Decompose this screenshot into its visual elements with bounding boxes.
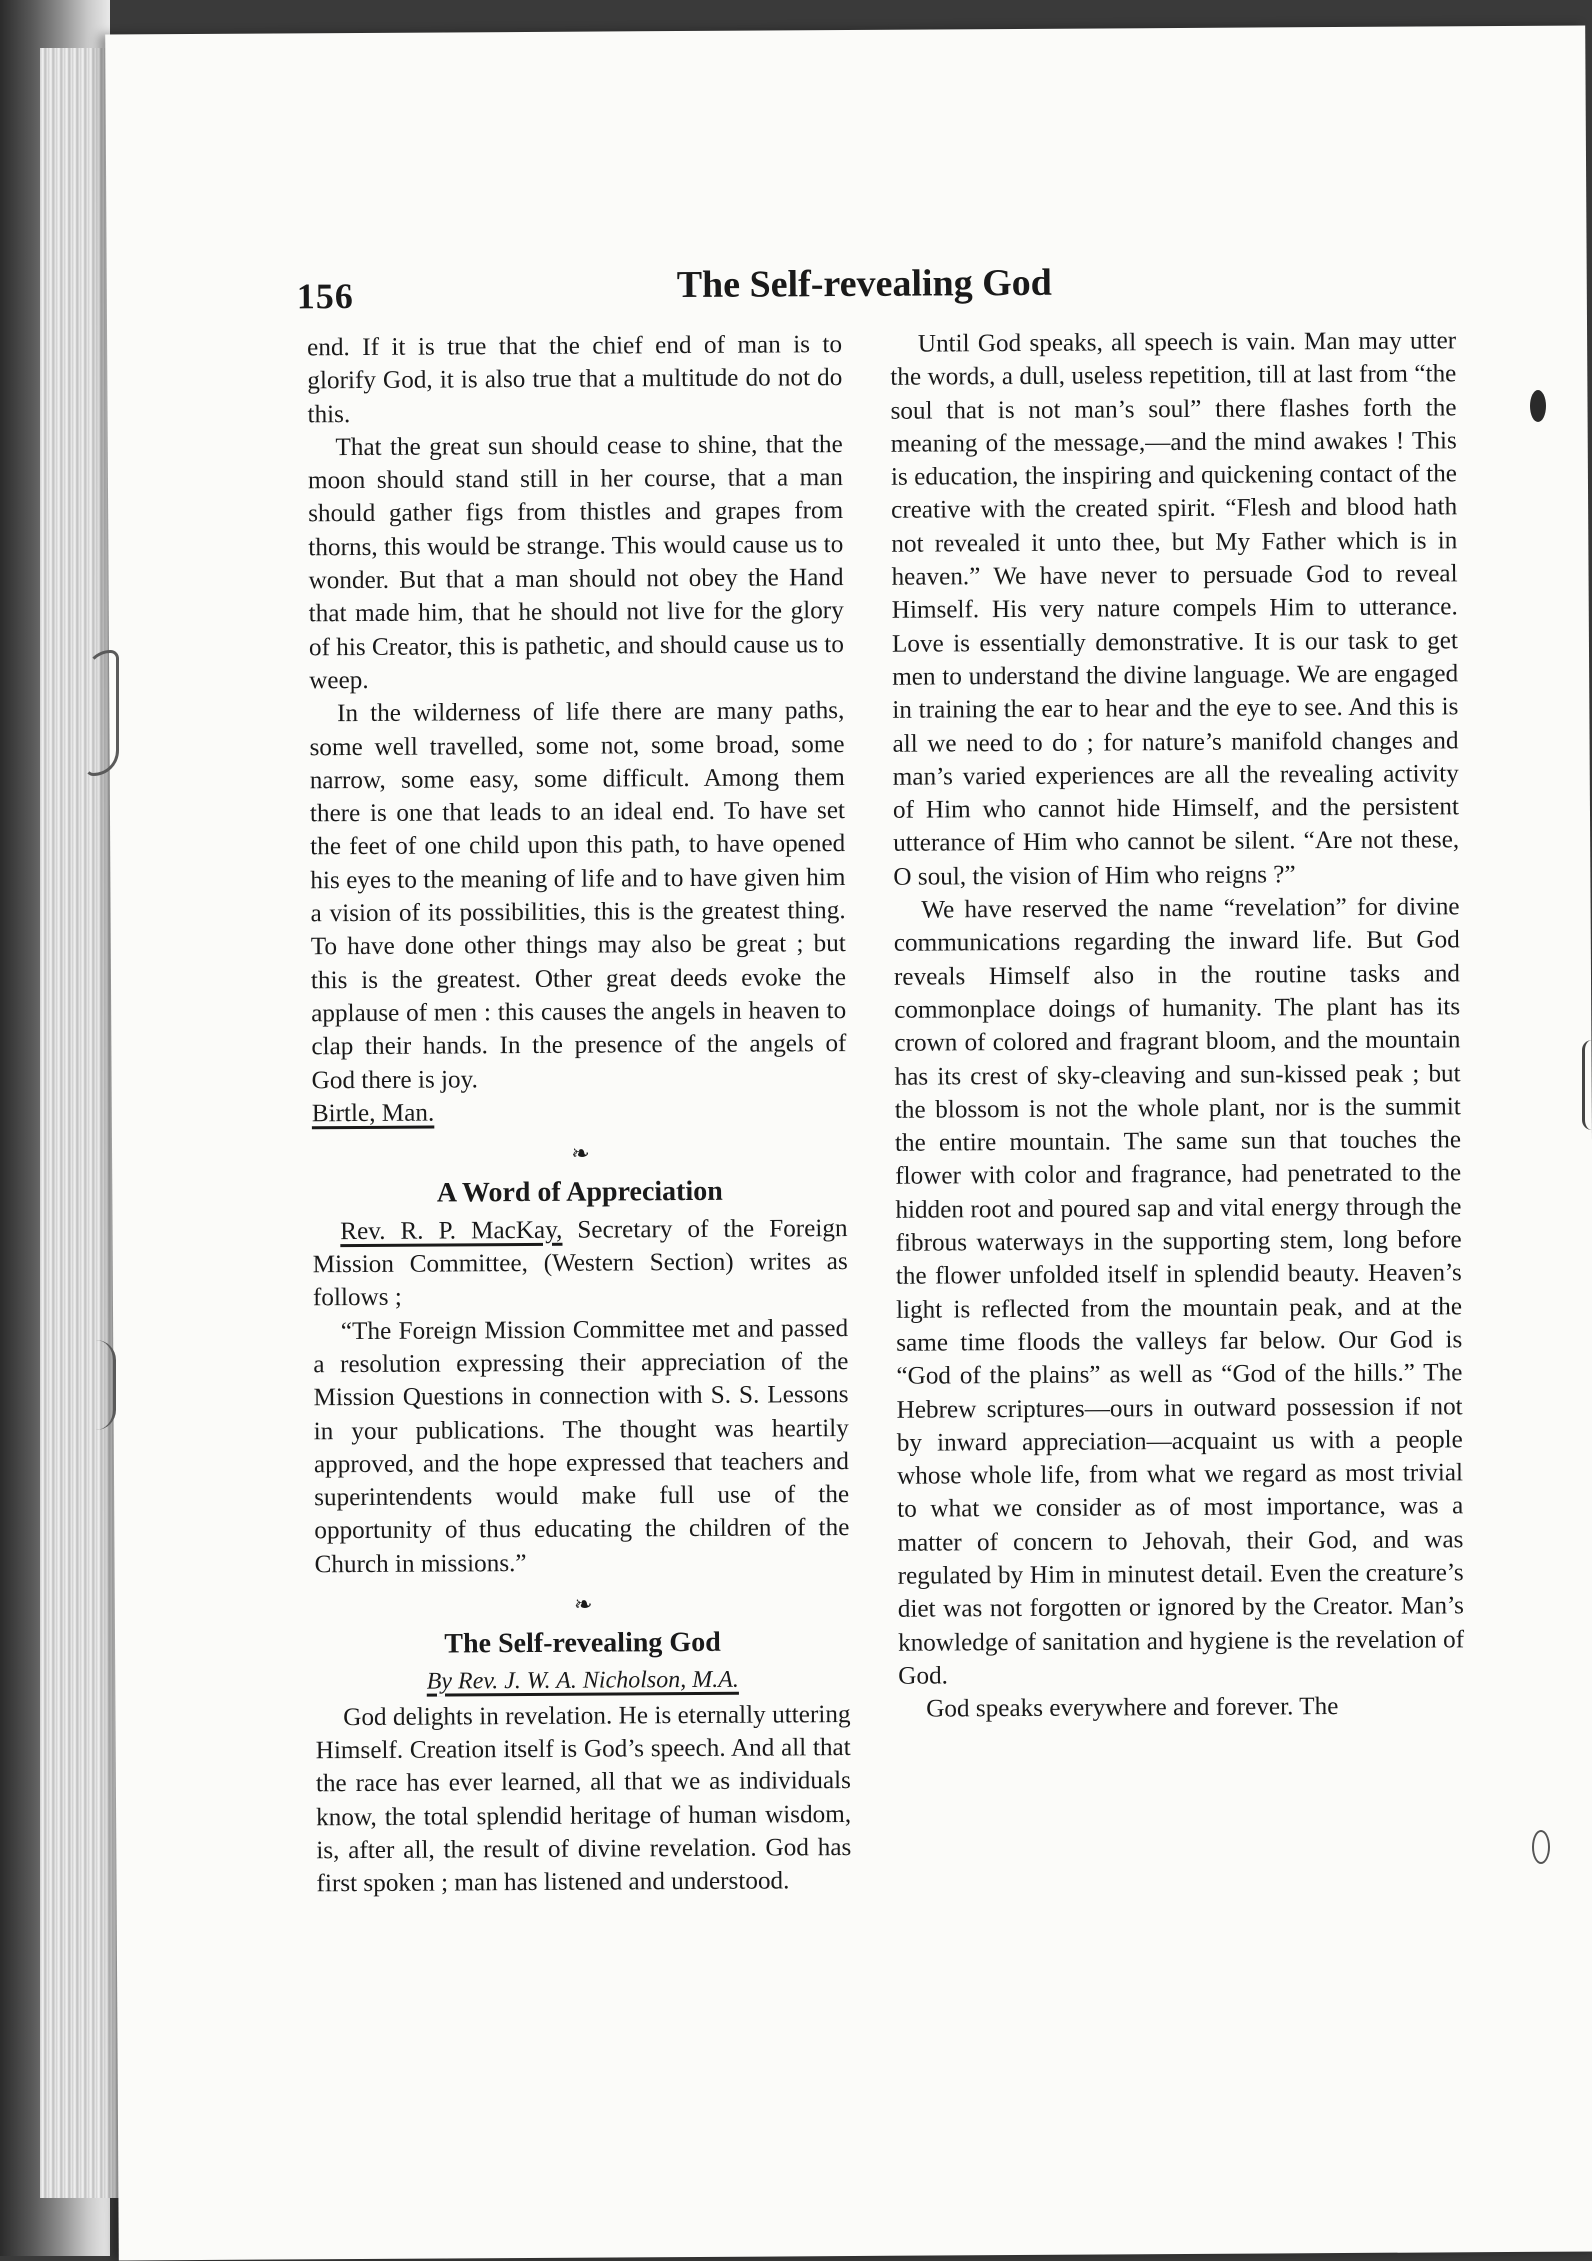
place-text: Birtle, Man. [311,1099,435,1128]
paragraph: end. If it is true that the chief end of man is to glorify God, it is also true that a multitude do not do this. [307,331,843,428]
author-name: Rev. R. P. MacKay, [340,1216,563,1245]
paragraph: God delights in revelation. He is eternally uttering Himself. Creation itself is God’s speech. And all that the race has ever learned, all that we as individuals know, the total splendid heritage of human wisdom, is, after all, the result of divine revelation. God has first spoken ; man has listened and understood. [315,1700,852,1898]
byline [315,1663,850,1700]
place-signature [312,1094,847,1131]
paragraph: That the great sun should cease to shine, that the moon should stand still in her course, that a man should gather figs from thistles and grapes from thorns, this would be strange. This would cause us to wonder. But that a man should not obey the Hand that made him, that he should not live for the glory of his Creator, this is pathetic, and should cause us to weep. [307,430,845,695]
pencil-mark [95,1340,116,1430]
byline-text: By Rev. J. W. A. Nicholson, M.A. [426,1666,739,1695]
ornament-divider: ❧ [574,1591,591,1617]
edge-mark [1582,1040,1592,1130]
running-title: The Self-revealing God [676,261,1052,307]
pencil-mark [85,650,119,776]
section-title-self-revealing: The Self-revealing God [444,1627,721,1660]
binding-hole [1530,390,1546,422]
right-column [890,324,1465,1726]
book-page [105,26,1592,2261]
binding-hole [1532,1830,1550,1864]
paragraph: Until God speaks, all speech is vain. Man may utter the words, a dull, useless repetition, till at last from “the soul that is not man’s soul” there flashes forth the meaning of the message,—and the mind awakes ! This is education, the inspiring and quickening contact of the creative with the created spirit. “Flesh and blood hath not revealed it unto thee, but My Father which is in heaven.” We have never to persuade God to reveal Himself. His very nature compels Him to utterance. Love is essentially demonstrative. It is our task to get men to understand the divine language. We are engaged in training the ear to hear and the eye to see. And this is all we need to do ; for nature’s manifold changes and man’s varied experiences are all the revealing activity of Him who cannot hide Himself, and the persistent utterance of Him who cannot be silent. “Are not these, O soul, the vision of Him who reigns ?” [890,327,1460,891]
paragraph: We have reserved the name “revelation” for divine communications regarding the inward life. But God reveals Himself also in the routine tasks and commonplace doings of humanity. The plant has its crown of colored and fragrant bloom, and the mountain has its crest of sky-cleaving and sun-kissed peak ; but the blossom is not the whole plant, nor is the summit the entire mountain. The same sun that touches the flower with color and fragrance, had penetrated to the hidden root and poured sap and vital energy through the fibrous waterways in the supporting stem, long before the flower unfolded itself in splendid beauty. Heaven’s light is reflected from the mountain peak, and at the same time floods the valleys far below. Our God is “God of the plains” as well as “God of the hills.” The Hebrew scriptures—ours in outward possession if not by inward appreciation—acquaint us with a people whose whole life, from what we regard as most trivial to what we consider as of most importance, was a matter of concern to Jehovah, their God, and was regulated by Him in minutest detail. Even the creature’s diet was not forgotten or ignored by the Creator. Man’s knowledge of sanitation and hygiene is the revelation of God. [893,893,1465,1690]
section-title-appreciation: A Word of Appreciation [436,1176,723,1209]
paragraph: In the wilderness of life there are many paths, some well travelled, some not, some broad, some narrow, some easy, some difficult. Among them there is one that leads to an ideal end. To have set the feet of one child upon this path, to have opened his eyes to the meaning of life and to have given him a vision of its possibilities, this is the greatest thing. To have done other things may also be great ; but this is the greatest. Other great deeds evoke the applause of men : this causes the angels in heaven to clap their hands. In the presence of the angels of God there is joy. [309,697,847,1094]
ornament-divider: ❧ [571,1140,588,1166]
quoted-resolution: “The Foreign Mission Committee met and passed a resolution expressing their appreciation of the Mission Questions in connection with S. S. Lessons in your publications. The thought was heartily approved, and the hope expressed that teachers and superintendents would make full use of the opportunity of thus educating the children of the Church in missions.” [313,1314,850,1578]
left-column [307,328,852,1901]
paragraph: God speaks everywhere and forever. The [926,1693,1339,1723]
intro-text: Secretary of the Foreign Mission Committee, (Western Section) writes as follows ; [312,1214,848,1312]
paragraph [312,1212,848,1315]
page-number: 156 [296,276,354,317]
